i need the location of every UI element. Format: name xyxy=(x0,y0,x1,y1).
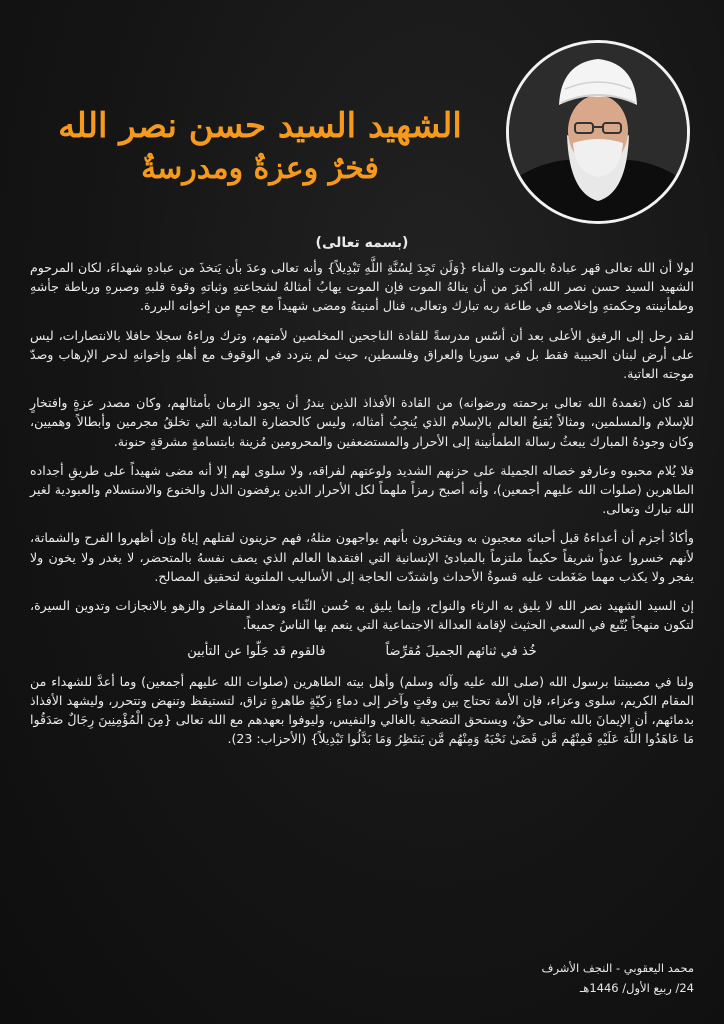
paragraph: لولا أن الله تعالى قهر عبادهُ بالموت والفناء {وَلَن تَجِدَ لِسُنَّةِ اللَّهِ تَبْدِيلاً} وأنه تعالى وعدَ بأن يَتخذَ من عبادهِ شهداءَ، لكان المرحوم الشهيد السيد حسن نصر الله، أكبرَ من أن ينالهُ الموت فإن الموت يهابُ أمثالهُ لشجاعتهِ وثباتهِ وقوة قلبهِ وصبرهِ ورباطة جأشهِ وطمأنينته وحكمتهِ وإخلاصهِ في طاعة ربه تبارك وتعالى، فنال أمنيتهُ ومضى شهيداً مع جمعٍ من إخوانه البررة. xyxy=(30,260,694,314)
signature-name: محمد اليعقوبي - النجف الأشرف xyxy=(541,961,694,975)
paragraph: فلا يُلام محبوه وعارفو خصاله الجميلة على حزنهم الشديد ولوعتهم لفراقه، ولا سلوى لهم إلا أنه مضى شهيداً على طريقِ أجداده الطاهرين (صلوات الله عليهم أجمعين)، وأنه أصبح رمزاً ملهماً لكل الأحرار الذين يرفضون الذل والخنوع والاستسلام والعبودية لغير الله تبارك وتعالى. xyxy=(30,462,694,517)
statement-body xyxy=(30,258,694,758)
verse-second-hemistich: فالقوم قد جَلّوا عن التأبين xyxy=(187,644,326,660)
portrait-photo xyxy=(506,40,690,224)
paragraph: وأكادُ أجزم أن أعداءهُ قبل أحبائه معجبون به ويفتخرون بأنهم يواجهون مثلهُ، فهم حزينون لقتلهم إياهُ وإن أظهروا الفرح والشماتة، لأنهم خسروا عدواً شريفاً حكيماً ملتزماً بالمبادئ الإنسانية التي افتقدها العالم الذي يصف نفسهُ بالمتحضر، لا يغدر ولا يخون ولا يفجر ولا يكذب مهما ضَغَطت عليه قسوةُ الأحداث واشتدّت الحاجة إلى الأساليب الملتوية لتحقيق المصالح. xyxy=(30,530,694,584)
paragraph: لقد رحل إلى الرفيق الأعلى بعد أن أسّس مدرسةً للقادة الناجحين المخلصين لأمتهم، وترك وراءهُ سجلا حافلا بالانتصارات، ليس على أرض لبنان الحبيبة فقط بل في سوريا والعراق وفلسطين، حيث لم يتردد في الوقوف مع أهلهِ وإخوانهِ لدحر الإرهاب وصدّ موجته العاتية. xyxy=(30,327,694,382)
verse-first-hemistich: خُذ في ثنائهم الجميلَ مُقرِّضاً xyxy=(385,644,537,660)
page-subtitle: فخرٌ وعزةٌ ومدرسةٌ xyxy=(141,151,379,186)
paragraph: إن السيد الشهيد نصر الله لا يليق به الرثاء والنواح، وإنما يليق به حُسن الثّناء وتعداد المفاخر والزهو بالانجازات وتدوين السيرة، لتكون منهجاً يُتّبع في السعي الحثيث لإقامة العدالة الاجتماعية التي ينعم بها الناسُ جميعاً. xyxy=(30,598,694,633)
portrait-illustration xyxy=(509,43,687,221)
paragraph: لقد كان (تغمدهُ الله تعالى برحمته ورضوانه) من القادة الأفذاذ الذين يندرُ أن يجود الزمان بأمثالهم، وكان مصدر عزةٍ وافتخارٍ للإسلام والمسلمين، ومثالاً يُقنِعُ العالم بالإسلام الذي يُنجِبُ أمثاله، وليس كالحضارة المادية التي تخلقُ مجرمين وأبطالاً وهميين، وكان وجودهُ المبارك يبعثُ رسالة الطمأنينة إلى الأحرار والمستضعفين والمحرومين مُزينة بابتسامةٍ مشرقةٍ حنونة. xyxy=(30,395,694,449)
signature-block xyxy=(30,958,694,998)
closing-paragraph: ولنا في مصيبتنا برسول الله (صلى الله عليه وآله وسلم) وأهل بيته الطاهرين (صلوات الله عليهم أجمعين) وما أعدَّ للشهداء من المقام الكريم، سلوى وعزاء، فإن الأمة تحتاج بين وقتٍ وآخر إلى دماءٍ زكيّةٍ طاهرةٍ تراق، لتستيقظ وتنهض وتتحرر، وليشهد الأفذاذ بدمائهم، أن الإيمانَ بالله تعالى حقٌ، ويستحق التضحية بالغالي والنفيس، وليوفوا بعهدهم مع الله تعالى {مِنَ الْمُؤْمِنِينَ رِجَالٌ صَدَقُوا مَا عَاهَدُوا اللَّهَ عَلَيْهِ فَمِنْهُم مَّن قَضَىٰ نَحْبَهُ وَمِنْهُم مَّن يَنتَظِرُ وَمَا بَدَّلُوا تَبْدِيلاً} (الأحزاب: 23). xyxy=(30,673,694,747)
poetry-verse xyxy=(30,642,694,661)
signature-date: 24/ ربيع الأول/ 1446هـ xyxy=(579,981,694,995)
page-title: الشهيد السيد حسن نصر الله xyxy=(58,106,462,146)
title-block xyxy=(30,104,490,190)
basmala: (بسمه تعالى) xyxy=(315,235,409,251)
